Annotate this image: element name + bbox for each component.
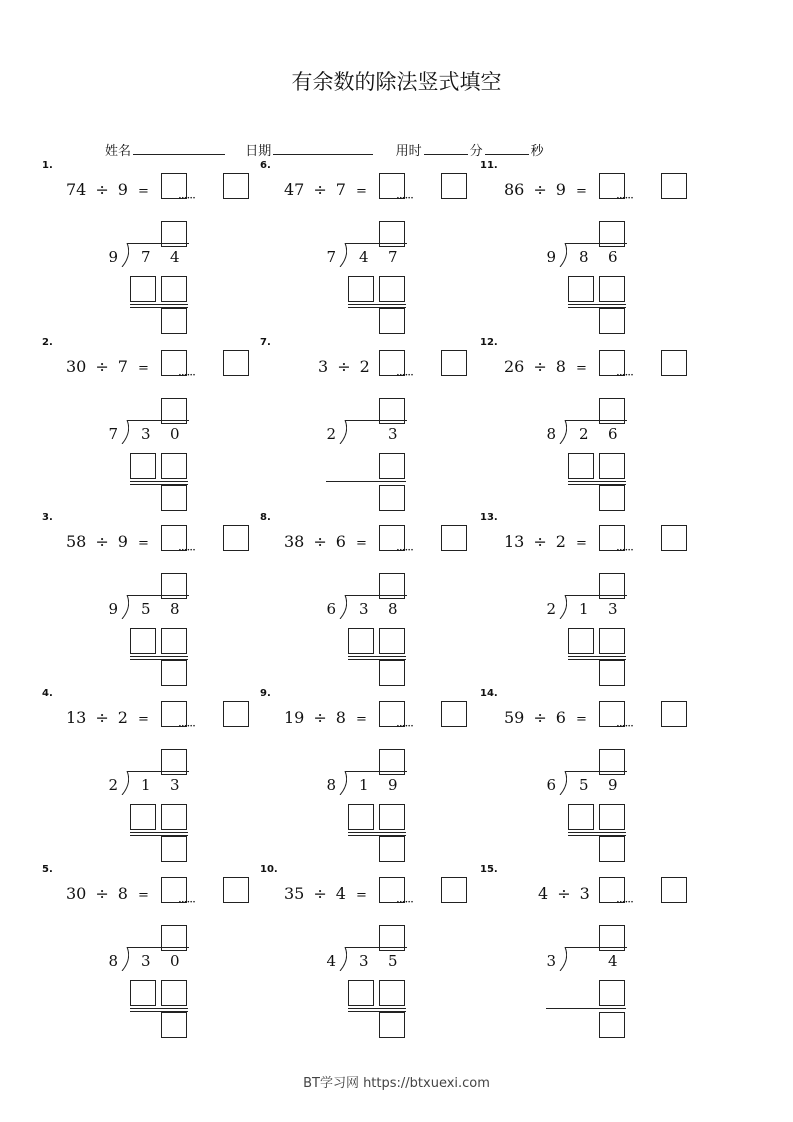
long-division-divisor: 9 <box>546 248 556 266</box>
division-overline <box>565 420 627 421</box>
long-division-divisor: 8 <box>326 776 336 794</box>
product-digit-box[interactable] <box>568 804 594 830</box>
problem-block <box>480 688 710 863</box>
student-info-row <box>105 140 544 159</box>
remainder-dots: ······ <box>616 368 633 382</box>
subtraction-line <box>348 656 406 657</box>
remainder-digit-box[interactable] <box>599 836 625 862</box>
divisor-text: 9 <box>117 180 128 199</box>
subtraction-line <box>130 481 188 482</box>
product-digit-box[interactable] <box>130 804 156 830</box>
problem-block <box>480 864 710 1039</box>
divisor-text: 8 <box>335 708 346 727</box>
product-digit-box[interactable] <box>568 628 594 654</box>
equation <box>504 180 587 199</box>
divisor-text: 2 <box>117 708 128 727</box>
dividend-text: 30 <box>66 884 87 903</box>
divide-sign: ÷ <box>533 708 547 727</box>
remainder-answer-box[interactable] <box>223 173 249 199</box>
equals-sign: = <box>137 712 149 727</box>
equals-sign: = <box>355 888 367 903</box>
remainder-answer-box[interactable] <box>661 350 687 376</box>
product-digit-box[interactable] <box>348 804 374 830</box>
remainder-dots: ······ <box>178 191 195 205</box>
equals-sign: = <box>355 712 367 727</box>
divisor-text: 6 <box>555 708 566 727</box>
long-division-divisor: 9 <box>108 248 118 266</box>
remainder-digit-box[interactable] <box>379 660 405 686</box>
division-bracket <box>119 771 129 795</box>
remainder-digit-box[interactable] <box>599 308 625 334</box>
remainder-dots: ······ <box>178 543 195 557</box>
division-bracket <box>557 420 567 444</box>
problem-block <box>42 337 272 512</box>
remainder-dots: ······ <box>616 719 633 733</box>
dividend-digit: 3 <box>359 600 369 618</box>
dividend-text: 13 <box>66 708 87 727</box>
division-overline <box>127 947 189 948</box>
equation <box>66 532 149 551</box>
problem-number: 12. <box>480 337 498 348</box>
date-field[interactable] <box>273 142 373 155</box>
remainder-answer-box[interactable] <box>661 525 687 551</box>
equation <box>66 884 149 903</box>
dividend-text: 4 <box>538 884 549 903</box>
product-digit-box[interactable] <box>379 276 405 302</box>
product-digit-box[interactable] <box>130 276 156 302</box>
long-division-divisor: 8 <box>546 425 556 443</box>
dividend-digit: 0 <box>170 952 180 970</box>
remainder-digit-box[interactable] <box>161 836 187 862</box>
equation <box>504 357 587 376</box>
dividend-text: 13 <box>504 532 525 551</box>
dividend-digit: 5 <box>388 952 398 970</box>
division-bracket <box>337 595 347 619</box>
divide-sign: ÷ <box>95 180 109 199</box>
problem-number: 8. <box>260 512 271 523</box>
remainder-digit-box[interactable] <box>379 836 405 862</box>
remainder-dots: ······ <box>616 895 633 909</box>
long-division-divisor: 2 <box>326 425 336 443</box>
divide-sign: ÷ <box>533 357 547 376</box>
division-overline <box>345 771 407 772</box>
dividend-digit: 5 <box>141 600 151 618</box>
remainder-dots: ······ <box>178 895 195 909</box>
product-digit-box[interactable] <box>161 980 187 1006</box>
subtraction-line <box>326 481 406 482</box>
product-digit-box[interactable] <box>599 628 625 654</box>
dividend-digit: 3 <box>170 776 180 794</box>
problem-block <box>260 512 490 687</box>
equals-sign: = <box>575 536 587 551</box>
product-digit-box[interactable] <box>599 804 625 830</box>
long-division-divisor: 6 <box>546 776 556 794</box>
remainder-answer-box[interactable] <box>441 525 467 551</box>
remainder-digit-box[interactable] <box>599 660 625 686</box>
product-digit-box[interactable] <box>599 276 625 302</box>
division-bracket <box>557 771 567 795</box>
problem-block <box>42 160 272 335</box>
product-digit-box[interactable] <box>161 453 187 479</box>
division-overline <box>565 243 627 244</box>
problem-number: 11. <box>480 160 498 171</box>
divisor-text: 2 <box>555 532 566 551</box>
equals-sign: = <box>575 712 587 727</box>
divisor-text: 4 <box>335 884 346 903</box>
remainder-dots: ······ <box>396 895 413 909</box>
divisor-text: 8 <box>555 357 566 376</box>
remainder-digit-box[interactable] <box>161 485 187 511</box>
problem-block <box>480 512 710 687</box>
remainder-digit-box[interactable] <box>161 308 187 334</box>
division-bracket <box>337 420 347 444</box>
divide-sign: ÷ <box>533 532 547 551</box>
dividend-digit: 9 <box>608 776 618 794</box>
remainder-dots: ······ <box>616 191 633 205</box>
division-overline <box>345 595 407 596</box>
divide-sign: ÷ <box>313 532 327 551</box>
dividend-digit: 3 <box>608 600 618 618</box>
product-digit-box[interactable] <box>379 804 405 830</box>
divide-sign: ÷ <box>95 532 109 551</box>
divisor-text: 7 <box>335 180 346 199</box>
division-bracket <box>119 420 129 444</box>
dividend-digit: 3 <box>141 952 151 970</box>
divide-sign: ÷ <box>557 884 571 903</box>
division-bracket <box>557 947 567 971</box>
problem-block <box>260 688 490 863</box>
dividend-digit: 6 <box>608 425 618 443</box>
divide-sign: ÷ <box>313 708 327 727</box>
long-division-divisor: 3 <box>546 952 556 970</box>
seconds-label: 秒 <box>530 144 544 159</box>
division-overline <box>345 420 407 421</box>
remainder-answer-box[interactable] <box>223 701 249 727</box>
product-digit-box[interactable] <box>348 628 374 654</box>
division-bracket <box>557 243 567 267</box>
subtraction-line <box>568 832 626 833</box>
product-digit-box[interactable] <box>130 628 156 654</box>
dividend-text: 59 <box>504 708 525 727</box>
product-digit-box[interactable] <box>161 804 187 830</box>
division-overline <box>345 947 407 948</box>
equals-sign: = <box>137 536 149 551</box>
problem-number: 14. <box>480 688 498 699</box>
dividend-text: 26 <box>504 357 525 376</box>
subtraction-line <box>348 1008 406 1009</box>
remainder-answer-box[interactable] <box>223 877 249 903</box>
problem-number: 3. <box>42 512 53 523</box>
problem-block <box>260 864 490 1039</box>
footer-watermark: BT学习网 https://btxuexi.com <box>303 1076 490 1091</box>
equation <box>66 357 149 376</box>
divisor-text: 2 <box>359 357 370 376</box>
remainder-answer-box[interactable] <box>223 350 249 376</box>
divide-sign: ÷ <box>533 180 547 199</box>
division-overline <box>127 420 189 421</box>
equals-sign: = <box>575 361 587 376</box>
remainder-answer-box[interactable] <box>441 701 467 727</box>
product-digit-box[interactable] <box>599 980 625 1006</box>
divisor-text: 7 <box>117 357 128 376</box>
long-division-divisor: 2 <box>546 600 556 618</box>
subtraction-line <box>546 1008 626 1009</box>
division-overline <box>345 243 407 244</box>
problem-block <box>42 864 272 1039</box>
remainder-answer-box[interactable] <box>661 877 687 903</box>
dividend-text: 47 <box>284 180 305 199</box>
divide-sign: ÷ <box>313 180 327 199</box>
dividend-text: 38 <box>284 532 305 551</box>
division-bracket <box>119 595 129 619</box>
dividend-digit: 8 <box>579 248 589 266</box>
problem-number: 4. <box>42 688 53 699</box>
problem-number: 9. <box>260 688 271 699</box>
subtraction-line <box>568 656 626 657</box>
remainder-answer-box[interactable] <box>661 173 687 199</box>
divisor-text: 3 <box>579 884 590 903</box>
divisor-text: 9 <box>555 180 566 199</box>
equals-sign: = <box>137 888 149 903</box>
seconds-field[interactable] <box>485 142 529 155</box>
dividend-digit: 4 <box>359 248 369 266</box>
remainder-dots: ······ <box>396 719 413 733</box>
product-digit-box[interactable] <box>379 980 405 1006</box>
equation <box>504 708 587 727</box>
remainder-digit-box[interactable] <box>379 485 405 511</box>
equals-sign: = <box>355 184 367 199</box>
division-bracket <box>119 947 129 971</box>
problem-number: 13. <box>480 512 498 523</box>
dividend-digit: 7 <box>141 248 151 266</box>
time-label: 用时 <box>395 144 422 159</box>
product-digit-box[interactable] <box>379 628 405 654</box>
problem-block <box>42 512 272 687</box>
division-overline <box>565 771 627 772</box>
remainder-answer-box[interactable] <box>223 525 249 551</box>
problem-number: 5. <box>42 864 53 875</box>
dividend-text: 86 <box>504 180 525 199</box>
remainder-dots: ······ <box>396 191 413 205</box>
remainder-answer-box[interactable] <box>441 877 467 903</box>
remainder-dots: ······ <box>616 543 633 557</box>
product-digit-box[interactable] <box>130 453 156 479</box>
subtraction-line <box>130 1008 188 1009</box>
division-overline <box>127 243 189 244</box>
problem-number: 6. <box>260 160 271 171</box>
remainder-digit-box[interactable] <box>379 1012 405 1038</box>
dividend-digit: 1 <box>579 600 589 618</box>
product-digit-box[interactable] <box>348 276 374 302</box>
subtraction-line <box>348 832 406 833</box>
dividend-digit: 1 <box>141 776 151 794</box>
equation <box>66 180 149 199</box>
equation <box>504 532 587 551</box>
subtraction-line <box>130 304 188 305</box>
name-field[interactable] <box>133 142 225 155</box>
divide-sign: ÷ <box>95 884 109 903</box>
equals-sign: = <box>137 361 149 376</box>
long-division-divisor: 6 <box>326 600 336 618</box>
long-division-divisor: 7 <box>108 425 118 443</box>
division-overline <box>565 947 627 948</box>
product-digit-box[interactable] <box>161 628 187 654</box>
dividend-text: 30 <box>66 357 87 376</box>
remainder-dots: ······ <box>396 543 413 557</box>
remainder-dots: ······ <box>178 368 195 382</box>
problem-number: 10. <box>260 864 278 875</box>
long-division-divisor: 4 <box>326 952 336 970</box>
dividend-text: 74 <box>66 180 87 199</box>
product-digit-box[interactable] <box>379 453 405 479</box>
dividend-digit: 7 <box>388 248 398 266</box>
minutes-label: 分 <box>469 144 483 159</box>
problem-block <box>480 337 710 512</box>
product-digit-box[interactable] <box>568 453 594 479</box>
problem-number: 2. <box>42 337 53 348</box>
problem-block <box>42 688 272 863</box>
product-digit-box[interactable] <box>161 276 187 302</box>
long-division-divisor: 7 <box>326 248 336 266</box>
dividend-digit: 8 <box>388 600 398 618</box>
subtraction-line <box>568 304 626 305</box>
remainder-digit-box[interactable] <box>161 1012 187 1038</box>
dividend-digit: 8 <box>170 600 180 618</box>
page-title: 有余数的除法竖式填空 <box>291 70 502 94</box>
dividend-text: 58 <box>66 532 87 551</box>
equals-sign: = <box>355 536 367 551</box>
dividend-digit: 4 <box>608 952 618 970</box>
dividend-text: 35 <box>284 884 305 903</box>
remainder-digit-box[interactable] <box>599 1012 625 1038</box>
subtraction-line <box>130 656 188 657</box>
problem-number: 7. <box>260 337 271 348</box>
division-bracket <box>337 243 347 267</box>
product-digit-box[interactable] <box>599 453 625 479</box>
dividend-digit: 2 <box>579 425 589 443</box>
long-division-divisor: 9 <box>108 600 118 618</box>
dividend-digit: 4 <box>170 248 180 266</box>
dividend-digit: 3 <box>359 952 369 970</box>
problem-block <box>480 160 710 335</box>
dividend-digit: 0 <box>170 425 180 443</box>
date-label: 日期 <box>245 144 272 159</box>
equals-sign: = <box>575 184 587 199</box>
divide-sign: ÷ <box>95 708 109 727</box>
remainder-digit-box[interactable] <box>161 660 187 686</box>
equals-sign: = <box>137 184 149 199</box>
dividend-digit: 6 <box>608 248 618 266</box>
dividend-digit: 5 <box>579 776 589 794</box>
divide-sign: ÷ <box>95 357 109 376</box>
problem-number: 1. <box>42 160 53 171</box>
problem-block <box>260 160 490 335</box>
product-digit-box[interactable] <box>568 276 594 302</box>
remainder-answer-box[interactable] <box>661 701 687 727</box>
division-bracket <box>557 595 567 619</box>
divisor-text: 6 <box>335 532 346 551</box>
subtraction-line <box>130 832 188 833</box>
remainder-dots: ······ <box>178 719 195 733</box>
division-bracket <box>337 771 347 795</box>
long-division-divisor: 8 <box>108 952 118 970</box>
divisor-text: 8 <box>117 884 128 903</box>
problem-block <box>260 337 490 512</box>
product-digit-box[interactable] <box>130 980 156 1006</box>
minutes-field[interactable] <box>424 142 468 155</box>
division-overline <box>127 771 189 772</box>
division-overline <box>565 595 627 596</box>
dividend-text: 3 <box>318 357 329 376</box>
remainder-digit-box[interactable] <box>379 308 405 334</box>
dividend-text: 19 <box>284 708 305 727</box>
dividend-digit: 3 <box>388 425 398 443</box>
division-bracket <box>119 243 129 267</box>
remainder-answer-box[interactable] <box>441 173 467 199</box>
name-label: 姓名 <box>105 144 132 159</box>
divide-sign: ÷ <box>337 357 351 376</box>
divide-sign: ÷ <box>313 884 327 903</box>
equation <box>284 532 367 551</box>
equation <box>66 708 149 727</box>
dividend-digit: 3 <box>141 425 151 443</box>
division-overline <box>127 595 189 596</box>
subtraction-line <box>348 304 406 305</box>
remainder-digit-box[interactable] <box>599 485 625 511</box>
problem-number: 15. <box>480 864 498 875</box>
dividend-digit: 9 <box>388 776 398 794</box>
long-division-divisor: 2 <box>108 776 118 794</box>
equation <box>284 884 367 903</box>
equation <box>284 708 367 727</box>
equation <box>284 180 367 199</box>
division-bracket <box>337 947 347 971</box>
remainder-dots: ······ <box>396 368 413 382</box>
remainder-answer-box[interactable] <box>441 350 467 376</box>
product-digit-box[interactable] <box>348 980 374 1006</box>
dividend-digit: 1 <box>359 776 369 794</box>
subtraction-line <box>568 481 626 482</box>
divisor-text: 9 <box>117 532 128 551</box>
